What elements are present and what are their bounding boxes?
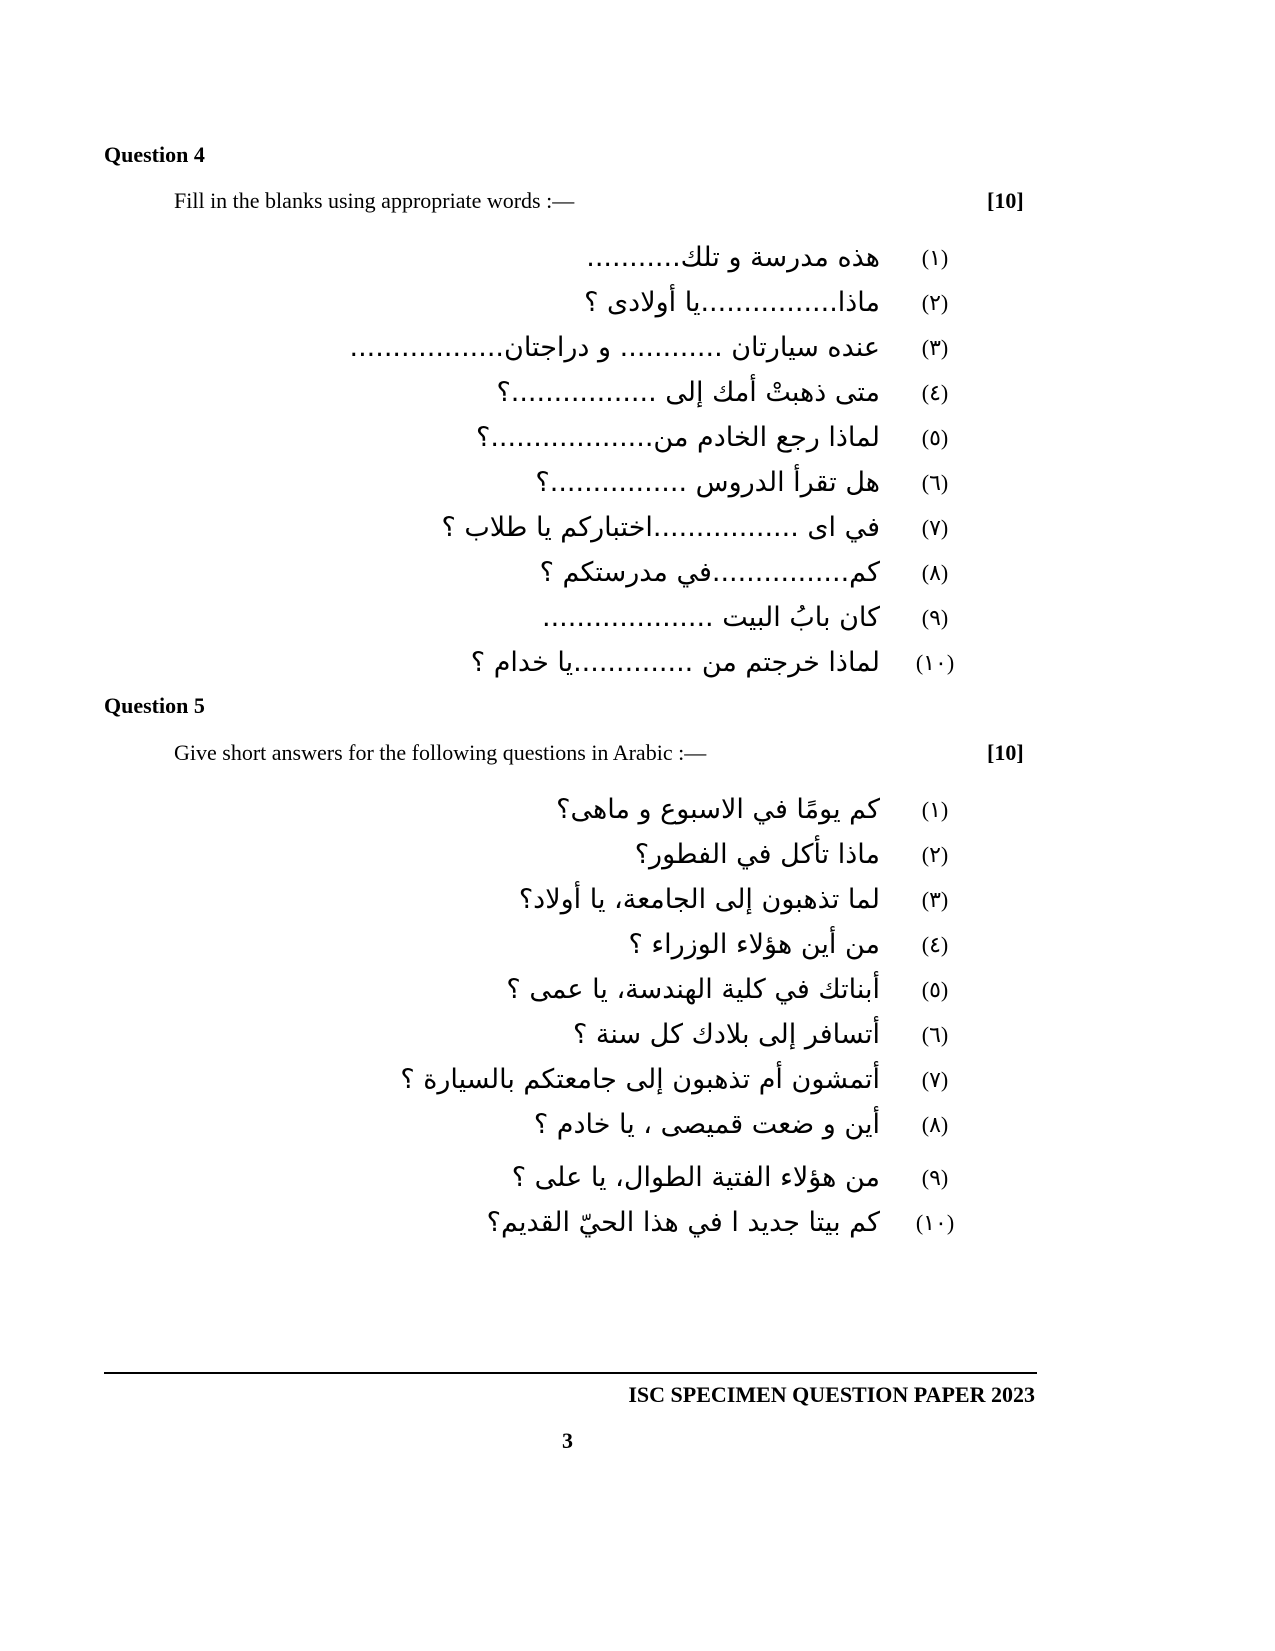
item-text: أتسافر إلى بلادك كل سنة ؟ [572, 1019, 880, 1050]
item-text: هذه مدرسة و تلك........... [586, 242, 880, 273]
item-text: لماذا خرجتم من ..............يا خدام ؟ [470, 647, 880, 678]
item-number: (٤) [921, 380, 949, 405]
item-text: أين و ضعت قميصى ، يا خادم ؟ [533, 1109, 880, 1140]
q5-item-6 [420, 1015, 960, 1055]
item-text: من أين هؤلاء الوزراء ؟ [628, 929, 880, 960]
item-number: (٨) [921, 1112, 949, 1137]
item-text: كم................في مدرستكم ؟ [539, 557, 880, 588]
item-number: (٤) [921, 932, 949, 957]
page-number: 3 [562, 1428, 573, 1453]
item-number: (٢) [921, 842, 949, 867]
q5-item-1 [420, 790, 960, 830]
item-text: هل تقرأ الدروس ................؟ [535, 467, 880, 498]
item-number: (١٠) [915, 1210, 955, 1235]
question-5-title: Question 5 [104, 693, 205, 718]
item-text: أبناتك في كلية الهندسة، يا عمى ؟ [506, 974, 880, 1005]
q4-item-8 [420, 553, 960, 593]
q5-item-5 [420, 970, 960, 1010]
q4-item-6 [420, 463, 960, 503]
item-number: (٦) [921, 1022, 949, 1047]
item-number: (٣) [921, 335, 949, 360]
item-number: (١) [921, 797, 949, 822]
item-text: من هؤلاء الفتية الطوال، يا على ؟ [511, 1162, 880, 1193]
item-text: لما تذهبون إلى الجامعة، يا أولاد؟ [518, 884, 880, 915]
q4-item-3 [349, 328, 960, 368]
q4-item-1 [420, 238, 960, 278]
q4-item-5 [420, 418, 960, 458]
item-text: ماذا................يا أولادى ؟ [584, 287, 880, 318]
item-number: (٧) [921, 1067, 949, 1092]
q4-item-2 [420, 283, 960, 323]
item-text: في اى .................اختباركم يا طلاب ؟ [441, 512, 880, 543]
footer-title: ISC SPECIMEN QUESTION PAPER 2023 [628, 1382, 1035, 1407]
q5-item-3 [420, 880, 960, 920]
item-number: (٩) [921, 605, 949, 630]
item-number: (٧) [921, 515, 949, 540]
q5-item-2 [420, 835, 960, 875]
item-text: ماذا تأكل في الفطور؟ [634, 839, 880, 870]
q5-item-4 [420, 925, 960, 965]
item-number: (٢) [921, 290, 949, 315]
q4-item-9 [420, 598, 960, 638]
q5-item-8 [420, 1105, 960, 1145]
item-text: متى ذهبتْ أمك إلى .................؟ [496, 377, 880, 408]
item-text: عنده سيارتان ............ و دراجتان.................. [349, 332, 880, 363]
q5-item-10 [420, 1203, 960, 1243]
item-text: أتمشون أم تذهبون إلى جامعتكم بالسيارة ؟ [400, 1064, 880, 1095]
item-number: (٨) [921, 560, 949, 585]
item-number: (٦) [921, 470, 949, 495]
question-5-instruction: Give short answers for the following questions in Arabic :— [174, 740, 707, 765]
item-number: (٥) [921, 425, 949, 450]
q4-item-10 [420, 643, 960, 683]
item-number: (٩) [921, 1165, 949, 1190]
item-number: (١) [921, 245, 949, 270]
item-number: (٣) [921, 887, 949, 912]
item-text: لماذا رجع الخادم من...................؟ [476, 422, 880, 453]
item-text: كم بيتا جديد ا في هذا الحيّ القديم؟ [486, 1207, 880, 1238]
q4-item-7 [420, 508, 960, 548]
item-text: كم يومًا في الاسبوع و ماهى؟ [556, 794, 880, 825]
q4-item-4 [420, 373, 960, 413]
footer-divider [104, 1372, 1037, 1374]
item-text: كان بابُ البيت .................... [541, 602, 880, 633]
q5-item-9 [420, 1158, 960, 1198]
q5-item-7 [400, 1060, 960, 1100]
question-4-marks: [10] [987, 188, 1024, 213]
item-number: (٥) [921, 977, 949, 1002]
question-4-instruction: Fill in the blanks using appropriate words :— [174, 188, 575, 213]
question-4-title: Question 4 [104, 142, 205, 167]
item-number: (١٠) [915, 650, 955, 675]
question-5-marks: [10] [987, 740, 1024, 765]
